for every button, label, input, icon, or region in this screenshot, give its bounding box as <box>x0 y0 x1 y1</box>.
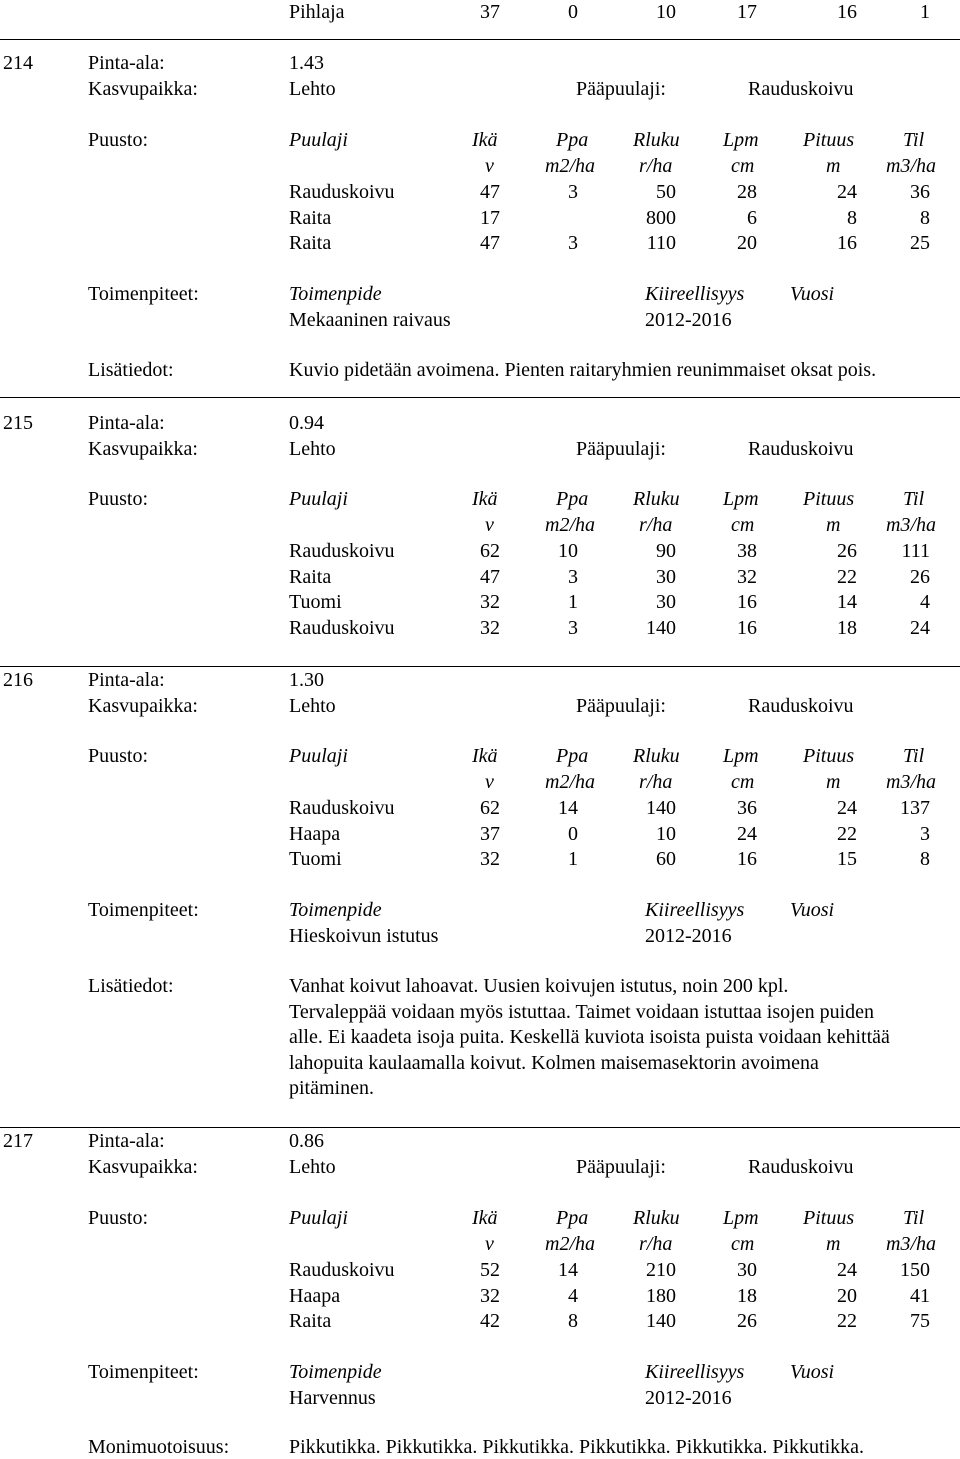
value-cell: 38 <box>737 540 757 562</box>
col-toimenpide: Toimenpide <box>289 1361 382 1383</box>
col-vuosi: Vuosi <box>790 283 835 305</box>
kasvupaikka-label: Kasvupaikka: <box>88 77 198 100</box>
value-cell: 18 <box>837 616 857 639</box>
unit-ika: v <box>485 513 494 536</box>
info-line: Kuvio pidetään avoimena. Pienten raitaryhmien reunimmaiset oksat pois. <box>289 359 877 381</box>
value-cell: 16 <box>737 591 757 614</box>
unit-ppa: m2/ha <box>545 513 595 536</box>
col-puulaji: Puulaji <box>289 1207 348 1229</box>
col-puulaji: Puulaji <box>289 488 348 510</box>
value-cell: 4 <box>568 1284 578 1307</box>
paapuulaji-label: Pääpuulaji: <box>576 77 666 100</box>
value-cell: 62 <box>480 797 500 819</box>
value-cell: 16 <box>737 848 757 871</box>
value-cell: 8 <box>920 848 930 871</box>
species-cell: Rauduskoivu <box>289 1259 395 1281</box>
value-cell: 37 <box>480 1 500 23</box>
unit-til: m3/ha <box>886 770 936 793</box>
col-pituus: Pituus <box>803 129 855 151</box>
value-cell: 24 <box>837 797 857 819</box>
species-cell: Haapa <box>289 1284 341 1307</box>
col-lpm: Lpm <box>723 1207 759 1229</box>
action-name: Harvennus <box>289 1386 376 1409</box>
value-cell: 47 <box>480 181 500 203</box>
value-cell: 4 <box>920 591 930 614</box>
main-species-value: Rauduskoivu <box>748 437 854 460</box>
section-divider <box>0 1127 960 1128</box>
action-name: Mekaaninen raivaus <box>289 308 451 331</box>
value-cell: 75 <box>910 1310 930 1333</box>
value-cell: 180 <box>646 1284 676 1307</box>
col-til: Til <box>903 129 925 151</box>
area-value: 0.86 <box>289 1130 324 1152</box>
value-cell: 16 <box>837 1 857 23</box>
unit-til: m3/ha <box>886 513 936 536</box>
main-species-value: Rauduskoivu <box>748 1155 854 1178</box>
site-value: Lehto <box>289 437 336 460</box>
col-lpm: Lpm <box>723 488 759 510</box>
value-cell: 24 <box>737 822 757 845</box>
paapuulaji-label: Pääpuulaji: <box>576 694 666 717</box>
col-puulaji: Puulaji <box>289 129 348 151</box>
value-cell: 24 <box>910 616 930 639</box>
value-cell: 22 <box>837 822 857 845</box>
action-urgency: 2012-2016 <box>645 924 732 947</box>
value-cell: 90 <box>656 540 676 562</box>
monimuotoisuus-label: Monimuotoisuus: <box>88 1436 230 1458</box>
pinta-ala-label: Pinta-ala: <box>88 412 165 434</box>
info-line: Tervaleppää voidaan myös istuttaa. Taimet voidaan istuttaa isojen puiden <box>289 1000 874 1023</box>
value-cell: 150 <box>900 1259 930 1281</box>
value-cell: 3 <box>568 616 578 639</box>
section-divider <box>0 39 960 40</box>
unit-pituus: m <box>826 513 841 536</box>
value-cell: 15 <box>837 848 857 871</box>
puusto-label: Puusto: <box>88 745 149 767</box>
col-toimenpide: Toimenpide <box>289 899 382 921</box>
value-cell: 10 <box>558 540 578 562</box>
value-cell: 6 <box>747 206 757 229</box>
value-cell: 1 <box>568 591 578 614</box>
area-value: 1.30 <box>289 669 324 691</box>
species-cell: Haapa <box>289 822 341 845</box>
section-divider <box>0 397 960 398</box>
unit-rluku: r/ha <box>639 154 673 177</box>
main-species-value: Rauduskoivu <box>748 694 854 717</box>
toimenpiteet-label: Toimenpiteet: <box>88 283 199 305</box>
unit-ppa: m2/ha <box>545 770 595 793</box>
value-cell: 8 <box>568 1310 578 1333</box>
col-lpm: Lpm <box>723 129 759 151</box>
value-cell: 8 <box>847 206 857 229</box>
value-cell: 10 <box>656 822 676 845</box>
value-cell: 22 <box>837 565 857 588</box>
pinta-ala-label: Pinta-ala: <box>88 669 165 691</box>
value-cell: 60 <box>656 848 676 871</box>
value-cell: 110 <box>646 232 676 255</box>
col-ppa: Ppa <box>556 745 589 767</box>
species-cell: Rauduskoivu <box>289 181 395 203</box>
col-toimenpide: Toimenpide <box>289 283 382 305</box>
col-pituus: Pituus <box>803 488 855 510</box>
col-ika: Ikä <box>472 488 498 510</box>
info-line: pitäminen. <box>289 1077 374 1100</box>
value-cell: 24 <box>837 181 857 203</box>
site-value: Lehto <box>289 1155 336 1178</box>
value-cell: 800 <box>646 206 676 229</box>
value-cell: 28 <box>737 181 757 203</box>
unit-pituus: m <box>826 1232 841 1255</box>
col-ika: Ikä <box>472 129 498 151</box>
toimenpiteet-label: Toimenpiteet: <box>88 899 199 921</box>
col-ika: Ikä <box>472 745 498 767</box>
value-cell: 18 <box>737 1284 757 1307</box>
main-species-value: Rauduskoivu <box>748 77 854 100</box>
action-urgency: 2012-2016 <box>645 308 732 331</box>
kasvupaikka-label: Kasvupaikka: <box>88 437 198 460</box>
unit-rluku: r/ha <box>639 770 673 793</box>
puusto-label: Puusto: <box>88 129 149 151</box>
value-cell: 1 <box>920 1 930 23</box>
col-kiireellisyys: Kiireellisyys <box>645 283 745 305</box>
lisatiedot-label: Lisätiedot: <box>88 975 174 997</box>
col-lpm: Lpm <box>723 745 759 767</box>
paapuulaji-label: Pääpuulaji: <box>576 437 666 460</box>
value-cell: 41 <box>910 1284 930 1307</box>
value-cell: 210 <box>646 1259 676 1281</box>
species-cell: Rauduskoivu <box>289 797 395 819</box>
col-pituus: Pituus <box>803 745 855 767</box>
value-cell: 0 <box>568 1 578 23</box>
area-value: 0.94 <box>289 412 324 434</box>
col-kiireellisyys: Kiireellisyys <box>645 899 745 921</box>
value-cell: 62 <box>480 540 500 562</box>
pinta-ala-label: Pinta-ala: <box>88 1130 165 1152</box>
pinta-ala-label: Pinta-ala: <box>88 52 165 74</box>
value-cell: 36 <box>737 797 757 819</box>
species-cell: Pihlaja <box>289 1 345 23</box>
species-cell: Rauduskoivu <box>289 540 395 562</box>
biodiversity-value: Pikkutikka. Pikkutikka. Pikkutikka. Pikkutikka. Pikkutikka. Pikkutikka. <box>289 1436 865 1458</box>
action-name: Hieskoivun istutus <box>289 924 439 947</box>
unit-ika: v <box>485 1232 494 1255</box>
col-til: Til <box>903 745 925 767</box>
value-cell: 140 <box>646 797 676 819</box>
col-rluku: Rluku <box>633 745 680 767</box>
value-cell: 1 <box>568 848 578 871</box>
value-cell: 17 <box>480 206 500 229</box>
site-value: Lehto <box>289 694 336 717</box>
col-rluku: Rluku <box>633 129 680 151</box>
value-cell: 20 <box>837 1284 857 1307</box>
unit-ika: v <box>485 770 494 793</box>
value-cell: 42 <box>480 1310 500 1333</box>
species-cell: Raita <box>289 565 332 588</box>
value-cell: 140 <box>646 616 676 639</box>
compartment-id: 217 <box>3 1130 33 1152</box>
col-vuosi: Vuosi <box>790 899 835 921</box>
col-puulaji: Puulaji <box>289 745 348 767</box>
value-cell: 16 <box>737 616 757 639</box>
value-cell: 24 <box>837 1259 857 1281</box>
unit-lpm: cm <box>731 154 755 177</box>
unit-til: m3/ha <box>886 1232 936 1255</box>
value-cell: 36 <box>910 181 930 203</box>
puusto-label: Puusto: <box>88 488 149 510</box>
value-cell: 32 <box>480 848 500 871</box>
value-cell: 37 <box>480 822 500 845</box>
value-cell: 140 <box>646 1310 676 1333</box>
compartment-id: 215 <box>3 412 33 434</box>
unit-pituus: m <box>826 770 841 793</box>
value-cell: 17 <box>737 1 757 23</box>
compartment-id: 214 <box>3 52 33 74</box>
value-cell: 50 <box>656 181 676 203</box>
unit-ppa: m2/ha <box>545 1232 595 1255</box>
value-cell: 30 <box>656 591 676 614</box>
species-cell: Rauduskoivu <box>289 616 395 639</box>
unit-ika: v <box>485 154 494 177</box>
value-cell: 26 <box>737 1310 757 1333</box>
info-line: alle. Ei kaadeta isoja puita. Keskellä kuviota isoista puista voidaan kehittää <box>289 1026 890 1049</box>
unit-rluku: r/ha <box>639 1232 673 1255</box>
site-value: Lehto <box>289 77 336 100</box>
info-line: lahopuita kaulaamalla koivut. Kolmen maisemasektorin avoimena <box>289 1051 819 1074</box>
value-cell: 22 <box>837 1310 857 1333</box>
paapuulaji-label: Pääpuulaji: <box>576 1155 666 1178</box>
lisatiedot-label: Lisätiedot: <box>88 359 174 381</box>
col-kiireellisyys: Kiireellisyys <box>645 1361 745 1383</box>
col-ppa: Ppa <box>556 1207 589 1229</box>
value-cell: 0 <box>568 822 578 845</box>
species-cell: Raita <box>289 206 332 229</box>
value-cell: 3 <box>568 565 578 588</box>
value-cell: 26 <box>910 565 930 588</box>
value-cell: 47 <box>480 565 500 588</box>
unit-rluku: r/ha <box>639 513 673 536</box>
species-cell: Tuomi <box>289 591 342 614</box>
value-cell: 14 <box>558 797 578 819</box>
col-til: Til <box>903 1207 925 1229</box>
kasvupaikka-label: Kasvupaikka: <box>88 1155 198 1178</box>
value-cell: 3 <box>568 232 578 255</box>
compartment-id: 216 <box>3 669 33 691</box>
info-line: Vanhat koivut lahoavat. Uusien koivujen istutus, noin 200 kpl. <box>289 975 789 997</box>
col-ppa: Ppa <box>556 129 589 151</box>
value-cell: 14 <box>558 1259 578 1281</box>
col-ppa: Ppa <box>556 488 589 510</box>
value-cell: 20 <box>737 232 757 255</box>
value-cell: 26 <box>837 540 857 562</box>
value-cell: 32 <box>480 1284 500 1307</box>
value-cell: 47 <box>480 232 500 255</box>
value-cell: 32 <box>737 565 757 588</box>
unit-lpm: cm <box>731 770 755 793</box>
unit-ppa: m2/ha <box>545 154 595 177</box>
value-cell: 32 <box>480 616 500 639</box>
unit-lpm: cm <box>731 1232 755 1255</box>
species-cell: Raita <box>289 232 332 255</box>
col-rluku: Rluku <box>633 488 680 510</box>
col-pituus: Pituus <box>803 1207 855 1229</box>
toimenpiteet-label: Toimenpiteet: <box>88 1361 199 1383</box>
value-cell: 30 <box>737 1259 757 1281</box>
value-cell: 10 <box>656 1 676 23</box>
area-value: 1.43 <box>289 52 324 74</box>
kasvupaikka-label: Kasvupaikka: <box>88 694 198 717</box>
value-cell: 32 <box>480 591 500 614</box>
value-cell: 16 <box>837 232 857 255</box>
section-divider <box>0 666 960 667</box>
value-cell: 3 <box>920 822 930 845</box>
species-cell: Raita <box>289 1310 332 1333</box>
col-rluku: Rluku <box>633 1207 680 1229</box>
value-cell: 14 <box>837 591 857 614</box>
species-cell: Tuomi <box>289 848 342 871</box>
col-ika: Ikä <box>472 1207 498 1229</box>
col-til: Til <box>903 488 925 510</box>
action-urgency: 2012-2016 <box>645 1386 732 1409</box>
unit-til: m3/ha <box>886 154 936 177</box>
value-cell: 3 <box>568 181 578 203</box>
value-cell: 8 <box>920 206 930 229</box>
unit-lpm: cm <box>731 513 755 536</box>
value-cell: 25 <box>910 232 930 255</box>
unit-pituus: m <box>826 154 841 177</box>
value-cell: 137 <box>900 797 930 819</box>
value-cell: 52 <box>480 1259 500 1281</box>
value-cell: 111 <box>901 540 930 562</box>
col-vuosi: Vuosi <box>790 1361 835 1383</box>
puusto-label: Puusto: <box>88 1207 149 1229</box>
value-cell: 30 <box>656 565 676 588</box>
